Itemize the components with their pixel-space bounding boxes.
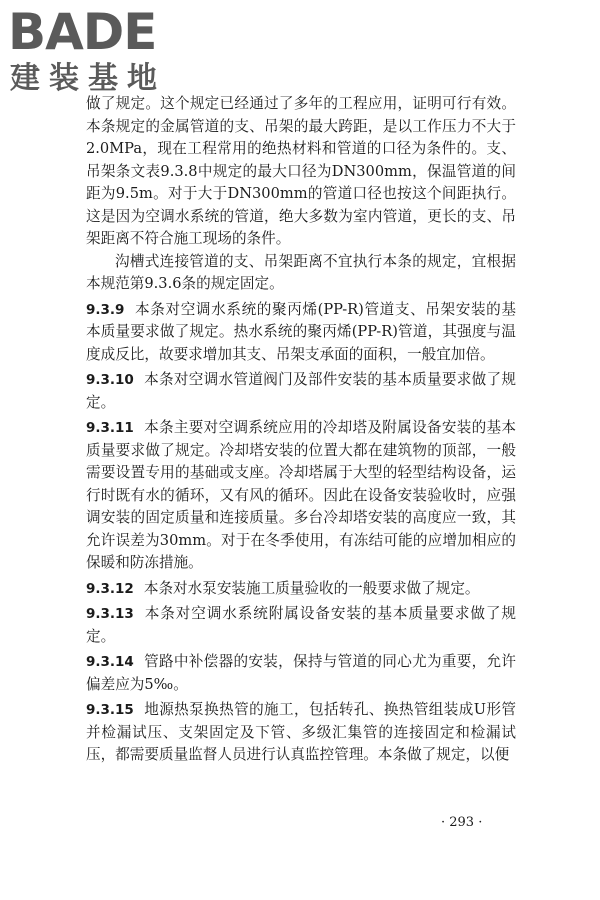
clause-number: 9.3.9 [86, 301, 125, 318]
clause-9-3-11 [86, 417, 516, 575]
clause-number: 9.3.10 [86, 372, 134, 388]
clause-9-3-13 [86, 603, 516, 648]
clause-9-3-12 [86, 578, 516, 601]
clause-number: 9.3.14 [86, 654, 134, 670]
paragraph-text: 沟槽式连接管道的支、吊架距离不宜执行本条的规定，宜根据本规范第9.3.6条的规定固定。 [86, 252, 516, 292]
page-number: · 293 · [441, 815, 483, 830]
clause-text: 本条主要对空调系统应用的冷却塔及附属设备安装的基本质量要求做了规定。冷却塔安装的位置大都在建筑物的顶部，一般需要设置专用的基础或支座。冷却塔属于大型的轻型结构设备，运行时既有水的循环，又有风的循环。因此在设备安装验收时，应强调安装的固定质量和连接质量。多台冷却塔安装的高度应一致，其允许误差为30mm。对于在冬季使用，有冻结可能的应增加相应的保暖和防冻措施。 [86, 419, 516, 571]
clause-9-3-10 [86, 369, 516, 414]
bade-watermark-logo [8, 4, 208, 100]
clause-text: 本条对空调水管道阀门及部件安装的基本质量要求做了规定。 [86, 371, 516, 411]
clause-9-3-14 [86, 651, 516, 696]
clause-9-3-15 [86, 699, 516, 767]
clause-number: 9.3.12 [86, 580, 134, 597]
paragraph-grooved-connection [86, 251, 516, 296]
clause-number: 9.3.13 [86, 606, 134, 622]
watermark-brand-text: BADE [8, 3, 157, 61]
clause-text: 本条对空调水系统附属设备安装的基本质量要求做了规定。 [86, 605, 516, 645]
clause-9-3-9 [86, 299, 516, 367]
clause-text: 管路中补偿器的安装，保持与管道的同心尤为重要，允许偏差应为5‰。 [86, 653, 516, 693]
clause-number: 9.3.15 [86, 702, 134, 718]
clause-text: 本条对空调水系统的聚丙烯(PP-R)管道支、吊架安装的基本质量要求做了规定。热水系统的聚丙烯(PP-R)管道，其强度与温度成反比，故要求增加其支、吊架支承面的面积，一般宜加倍。 [86, 300, 516, 363]
paragraph-continuation [86, 93, 516, 251]
paragraph-text: 做了规定。这个规定已经通过了多年的工程应用，证明可行有效。本条规定的金属管道的支、吊架的最大跨距，是以工作压力不大于2.0MPa，现在工程常用的绝热材料和管道的口径为条件的。支、吊架条文表9.3.8中规定的最大口径为DN300mm，保温管道的间距为9.5m。对于大于DN300mm的管道口径也按这个间距执行。这是因为空调水系统的管道，绝大多数为室内管道，更长的支、吊架距离不符合施工现场的条件。 [86, 95, 516, 247]
watermark-subtitle-text: 建装基地 [10, 61, 166, 96]
clause-number: 9.3.11 [86, 420, 134, 436]
document-body [86, 93, 516, 767]
clause-text: 地源热泵换热管的施工，包括转孔、换热管组装成U形管并检漏试压、支架固定及下管、多级汇集管的连接固定和检漏试压，都需要质量监督人员进行认真监控管理。本条做了规定，以便 [86, 701, 516, 763]
clause-text: 本条对水泵安装施工质量验收的一般要求做了规定。 [143, 579, 480, 597]
